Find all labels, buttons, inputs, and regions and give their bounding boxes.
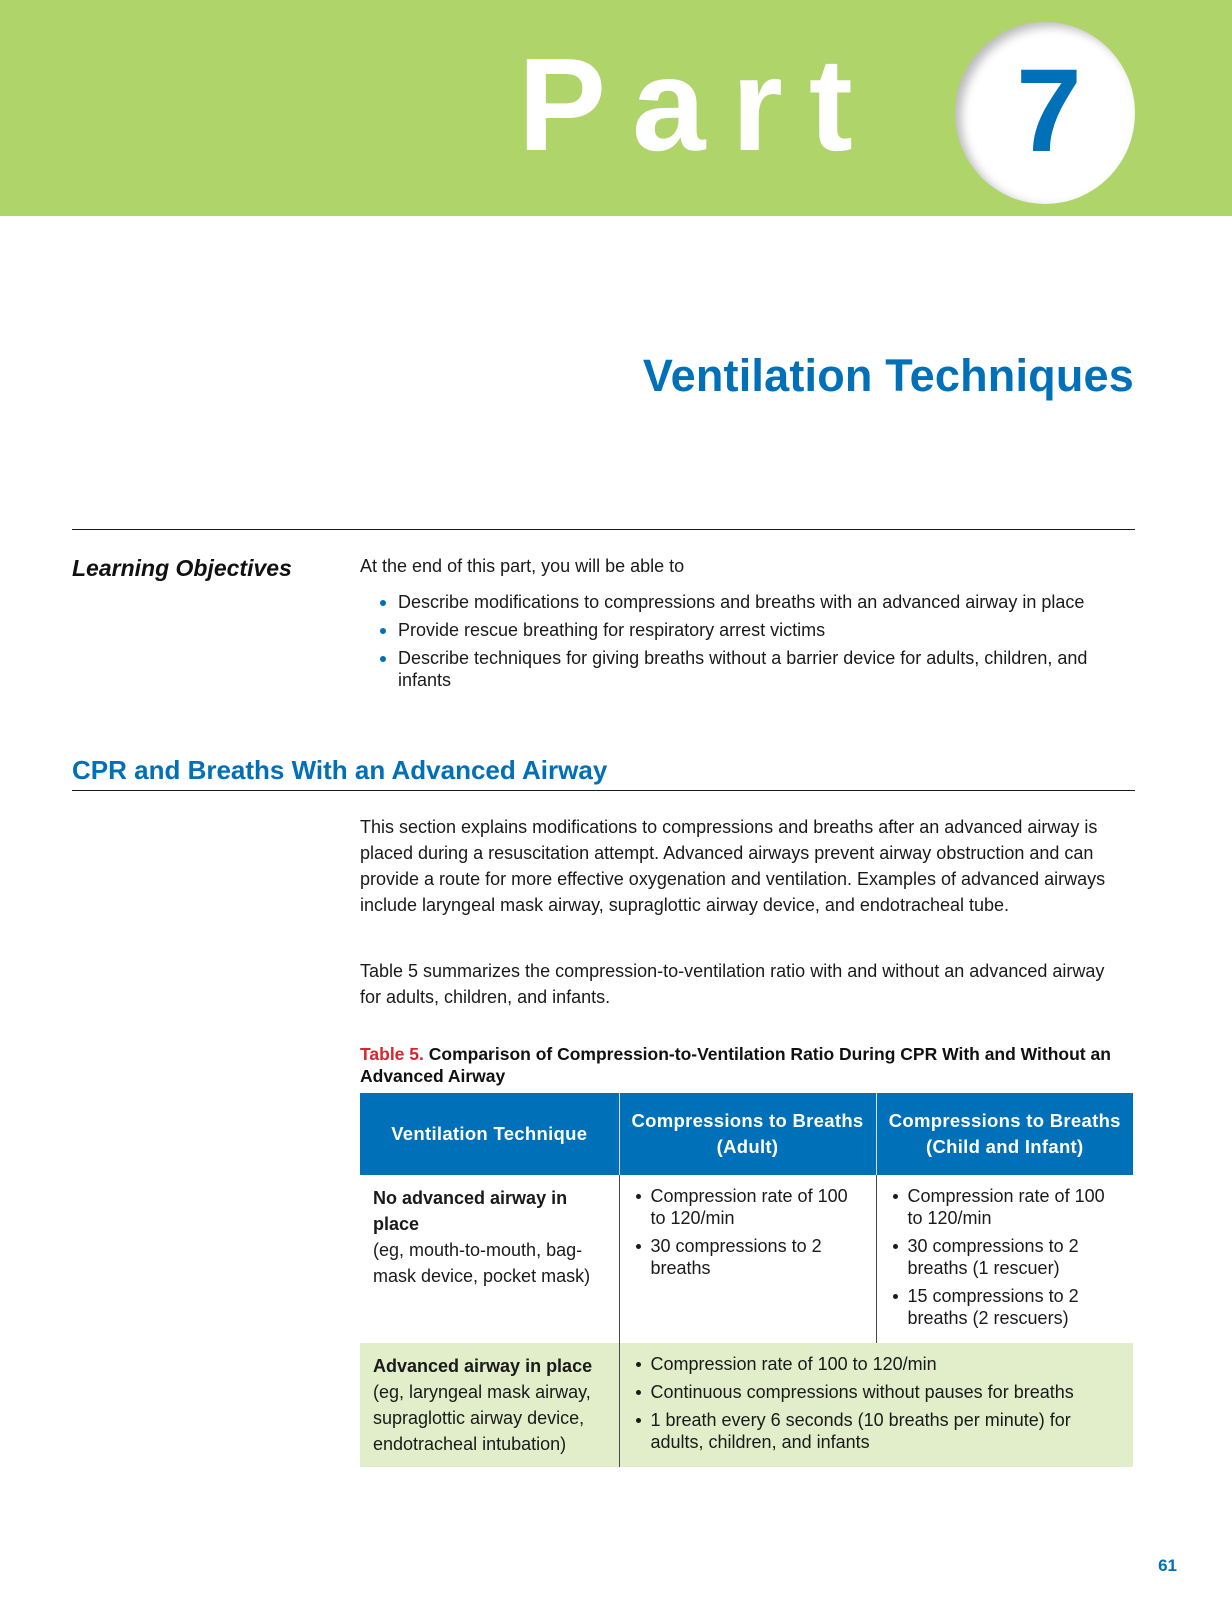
table-row: [360, 1175, 1133, 1343]
objective-item: Provide rescue breathing for respiratory arrest victims: [380, 619, 1120, 641]
technique-cell: [360, 1343, 619, 1467]
cell-bullet: 1 breath every 6 seconds (10 breaths per minute) for adults, children, and infants: [633, 1409, 1121, 1453]
section-rule: [72, 790, 1135, 791]
page-number: 61: [1158, 1556, 1177, 1575]
learning-objectives-list: [380, 591, 1120, 697]
all-ages-cell: [619, 1343, 1133, 1467]
technique-detail: (eg, laryngeal mask airway, supraglottic airway device, endotracheal intubation): [373, 1382, 591, 1454]
cell-bullet: Compression rate of 100 to 120/min: [633, 1353, 1121, 1375]
cell-bullet: 30 compressions to 2 breaths (1 rescuer): [890, 1235, 1121, 1279]
divider-rule: [72, 529, 1135, 530]
comparison-table: [360, 1093, 1133, 1467]
header-child-infant: Compressions to Breaths (Child and Infant): [876, 1093, 1133, 1175]
chapter-title: Ventilation Techniques: [642, 350, 1134, 401]
cell-bullet: Compression rate of 100 to 120/min: [890, 1185, 1121, 1229]
part-number: 7: [1016, 45, 1082, 177]
objective-item: Describe modifications to compressions and breaths with an advanced airway in place: [380, 591, 1120, 613]
part-label: Part: [518, 31, 879, 178]
learning-objectives-label: Learning Objectives: [72, 555, 292, 581]
technique-cell: [360, 1175, 619, 1343]
technique-detail: (eg, mouth-to-mouth, bag-mask device, pocket mask): [373, 1240, 591, 1286]
header-adult: Compressions to Breaths (Adult): [619, 1093, 876, 1175]
cell-bullet: Compression rate of 100 to 120/min: [633, 1185, 863, 1229]
cell-bullet: Continuous compressions without pauses for breaths: [633, 1381, 1121, 1403]
header-ventilation-technique: Ventilation Technique: [360, 1093, 619, 1175]
cell-bullet: 30 compressions to 2 breaths: [633, 1235, 863, 1279]
table-header-row: [360, 1093, 1133, 1175]
child-infant-cell: [876, 1175, 1133, 1343]
adult-cell: [619, 1175, 876, 1343]
technique-name: No advanced airway in place: [373, 1188, 568, 1234]
section-paragraph: Table 5 summarizes the compression-to-ventilation ratio with and without an advanced airway for adults, children, and infants.: [360, 961, 1105, 1007]
table-caption: [360, 1043, 1130, 1087]
table-caption-number: Table 5.: [360, 1044, 424, 1064]
table-caption-text: Comparison of Compression-to-Ventilation Ratio During CPR With and Without an Advanced Airway: [360, 1044, 1111, 1086]
part-header-band: [0, 0, 1232, 216]
section-paragraph: This section explains modifications to compressions and breaths after an advanced airway is placed during a resuscitation attempt. Advanced airways prevent airway obstruction and can provide a route for more effective oxygenation and ventilation. Examples of advanced airways include laryngeal mask airway, supraglottic airway device, and endotracheal tube.: [360, 817, 1106, 915]
section-heading: CPR and Breaths With an Advanced Airway: [72, 755, 608, 785]
table-row: [360, 1343, 1133, 1467]
technique-name: Advanced airway in place: [373, 1356, 593, 1376]
objective-item: Describe techniques for giving breaths without a barrier device for adults, children, and infants: [380, 647, 1120, 691]
cell-bullet: 15 compressions to 2 breaths (2 rescuers): [890, 1285, 1121, 1329]
learning-objectives-intro: At the end of this part, you will be able to: [360, 556, 685, 576]
part-number-badge: [955, 22, 1135, 204]
